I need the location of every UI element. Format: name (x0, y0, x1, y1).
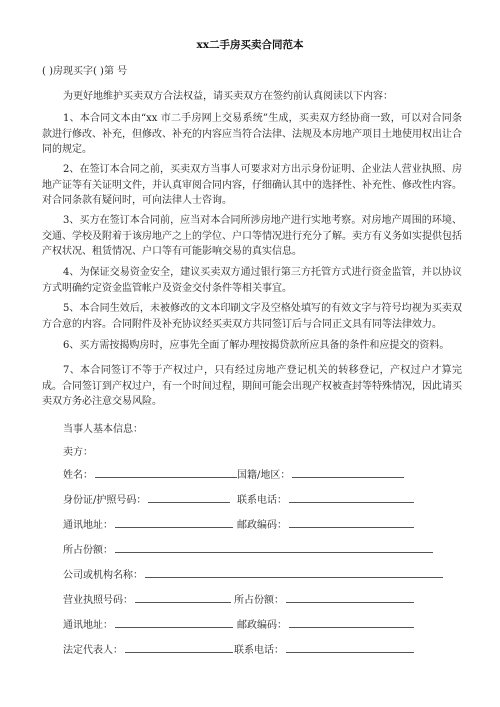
seller-share-label: 所占份额： (63, 545, 113, 556)
seller-legal-rep-label: 法定代表人： (63, 645, 123, 656)
seller-share2-field[interactable] (234, 591, 414, 606)
document-title: xx二手房买卖合同范本 (196, 39, 304, 51)
seller-id-blank[interactable] (148, 491, 230, 503)
seller-heading: 卖方： (63, 447, 93, 458)
clause-3: 3、买方在签订本合同前，应当对本合同所涉房地产进行实地考察。对房地产周围的环境、交通、学校及附着于该房地产之上的学位、户口等情况进行充分了解。卖方有义务如实提供包括产权状况、租赁情况、户口等有可能影响交易的真实信息。 (42, 215, 462, 257)
clause-4: 4、为保证交易资金安全，建议买卖双方通过银行第三方托管方式进行资金监管，并以协议方式明确约定资金监管帐户及资金交付条件等相关事宜。 (42, 267, 462, 294)
seller-company-blank[interactable] (145, 566, 443, 578)
seller-id-label: 身份证/护照号码： (63, 495, 147, 506)
seller-postcode2-label: 邮政编码： (237, 620, 287, 631)
seller-license-blank[interactable] (135, 591, 231, 603)
seller-company-label: 公司或机构名称： (63, 570, 143, 581)
seller-address-label: 通讯地址： (63, 520, 113, 531)
seller-id-field[interactable] (63, 491, 230, 506)
seller-phone-field[interactable] (237, 491, 414, 506)
seller-phone-label: 联系电话： (237, 495, 287, 506)
seller-phone2-blank[interactable] (286, 641, 414, 653)
seller-nationality-label: 国籍/地区： (237, 470, 291, 481)
seller-company-field[interactable] (63, 566, 443, 581)
seller-address2-blank[interactable] (115, 616, 233, 628)
seller-postcode-blank[interactable] (289, 516, 414, 528)
seller-nationality-blank[interactable] (292, 466, 404, 478)
seller-legal-rep-blank[interactable] (125, 641, 233, 653)
seller-postcode-field[interactable] (237, 516, 414, 531)
seller-phone-blank[interactable] (289, 491, 414, 503)
seller-license-field[interactable] (63, 591, 231, 606)
seller-phone2-label: 联系电话： (234, 645, 284, 656)
seller-share-blank[interactable] (115, 541, 433, 553)
seller-address-blank[interactable] (115, 516, 233, 528)
clause-6: 6、买方需按揭购房时，应事先全面了解办理按揭贷款所应具备的条件和应提交的资料。 (63, 340, 450, 351)
clause-5: 5、本合同生效后，未被修改的文本印刷文字及空格处填写的有效文字与符号均视为买卖双方合意的内容。合同附件及补充协议经买卖双方共同签订后与合同正文具有同等法律效力。 (42, 303, 462, 330)
seller-postcode2-field[interactable] (237, 616, 414, 631)
seller-phone2-field[interactable] (234, 641, 414, 656)
seller-postcode2-blank[interactable] (289, 616, 414, 628)
clause-1: 1、本合同文本由“xx 市二手房网上交易系统”生成，买卖双方经协商一致，可以对合同条款进行修改、补充，但修改、补充的内容应当符合法律、法规及本房地产项目土地使用权出让合同的规定。 (42, 113, 462, 155)
seller-address-field[interactable] (63, 516, 233, 531)
seller-address2-label: 通讯地址： (63, 620, 113, 631)
contract-number-line: ( )房现买字( )第 号 (42, 66, 128, 77)
seller-postcode-label: 邮政编码： (237, 520, 287, 531)
seller-license-label: 营业执照号码： (63, 595, 133, 606)
parties-heading: 当事人基本信息： (63, 424, 143, 435)
seller-share2-blank[interactable] (286, 591, 414, 603)
seller-address2-field[interactable] (63, 616, 233, 631)
intro-text: 为更好地维护买卖双方合法权益，请买卖双方在签约前认真阅读以下内容： (63, 91, 393, 102)
seller-share-field[interactable] (63, 541, 433, 556)
seller-name-field[interactable] (63, 466, 237, 481)
seller-nationality-field[interactable] (237, 466, 404, 481)
clause-7: 7、本合同签订不等于产权过户，只有经过房地产登记机关的转移登记，产权过户才算完成。合同签订到产权过户，有一个时间过程，期间可能会出现产权被查封等特殊情况，因此请买卖双方务必注意交易风险。 (42, 365, 462, 407)
clause-2: 2、在签订本合同之前，买卖双方当事人可要求对方出示身份证明、企业法人营业执照、房地产证等有关证明文件，并认真审阅合同内容，仔细确认其中的选择性、补充性、修改性内容。对合同条款有疑问时，可向法律人士咨询。 (42, 164, 462, 206)
seller-share2-label: 所占份额： (234, 595, 284, 606)
seller-legal-rep-field[interactable] (63, 641, 233, 656)
seller-name-label: 姓名： (63, 470, 93, 481)
seller-name-blank[interactable] (95, 466, 237, 478)
